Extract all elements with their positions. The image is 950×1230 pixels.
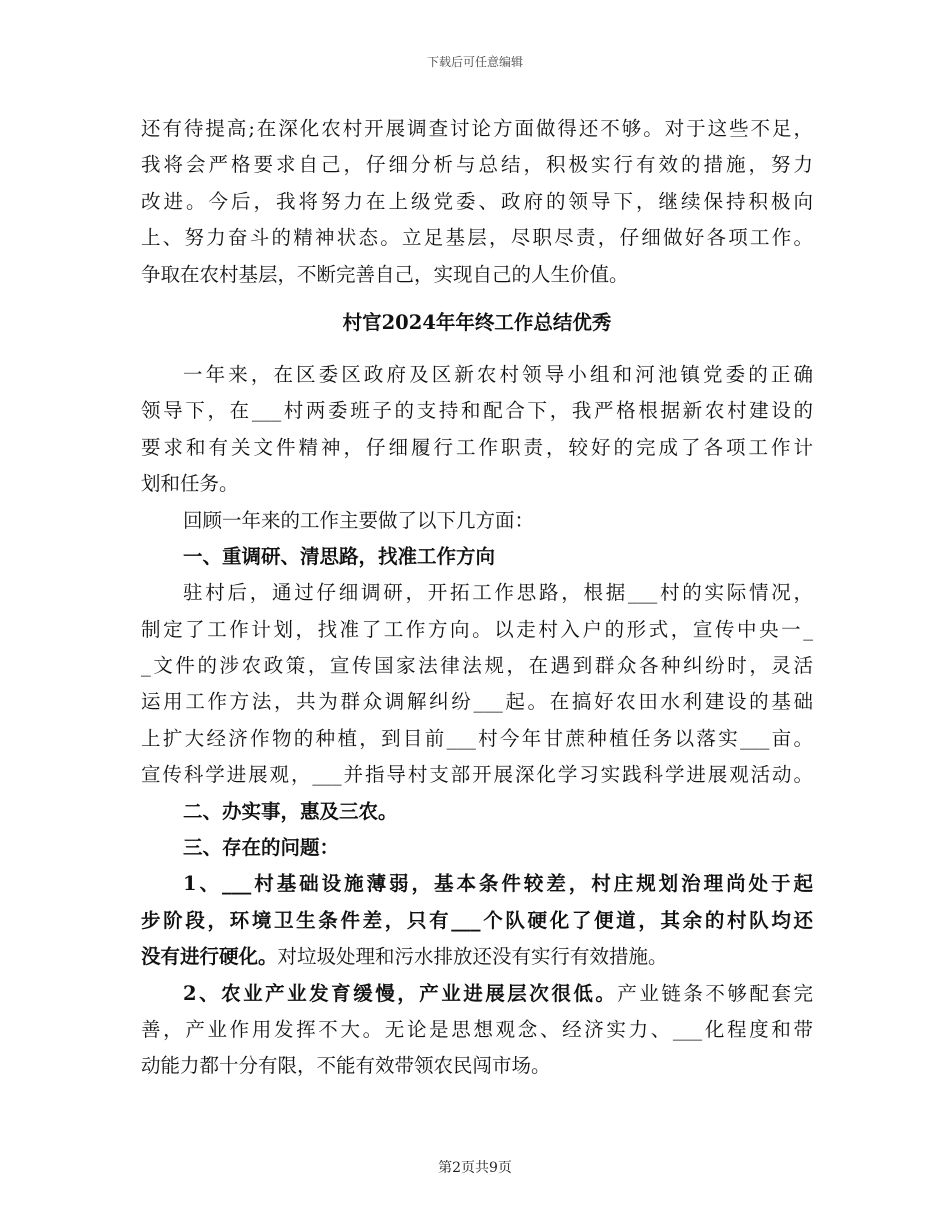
paragraph-line: 驻村后，通过仔细调研，开拓工作思路，根据___村的实际情况， xyxy=(183,581,813,605)
intro-line: 改进。今后，我将努力在上级党委、政府的领导下，继续保持积极向 xyxy=(141,189,813,213)
heading-two: 二、办实事，惠及三农。 xyxy=(183,799,398,823)
paragraph-line: 运用工作方法，共为群众调解纠纷___起。在搞好农田水利建设的基础 xyxy=(141,690,813,714)
page-header: 下载后可任意编辑 xyxy=(426,55,523,69)
paragraph-line: 要求和有关文件精神，仔细履行工作职责，较好的完成了各项工作计 xyxy=(141,435,813,459)
section-title: 村官2024年年终工作总结优秀 xyxy=(342,310,612,334)
paragraph-line: 领导下，在___村两委班子的支持和配合下，我严格根据新农村建设的 xyxy=(141,399,813,423)
issue-two-line xyxy=(141,976,813,1012)
paragraph-line: 划和任务。 xyxy=(141,472,239,496)
paragraph-line: 宣传科学进展观，___并指导村支部开展深化学习实践科学进展观活动。 xyxy=(141,763,813,787)
paragraph-line: _文件的涉农政策，宣传国家法律法规，在遇到群众各种纠纷时，灵活 xyxy=(141,654,813,678)
issue-one-rest: 对垃圾处理和污水排放还没有实行有效措施。 xyxy=(277,945,668,969)
heading-three: 三、存在的问题： xyxy=(183,836,340,860)
page-footer: 第2页共9页 xyxy=(438,1160,512,1176)
paragraph-line: 一年来，在区委区政府及区新农村领导小组和河池镇党委的正确 xyxy=(183,362,813,386)
intro-line: 还有待提高;在深化农村开展调查讨论方面做得还不够。对于这些不足， xyxy=(141,117,813,140)
issue-one-line: 1、___村基础设施薄弱，基本条件较差，村庄规划治理尚处于起 xyxy=(183,872,813,896)
issue-two-line: 善，产业作用发挥不大。无论是思想观念、经济实力、___化程度和带 xyxy=(141,1017,813,1041)
intro-line: 争取在农村基层，不断完善自己，实现自己的人生价值。 xyxy=(141,262,629,286)
issue-two-line: 动能力都十分有限，不能有效带领农民闯市场。 xyxy=(141,1054,551,1078)
paragraph-line: 回顾一年来的工作主要做了以下几方面： xyxy=(183,508,535,532)
issue-one-line: 步阶段，环境卫生条件差，只有___个队硬化了便道，其余的村队均还 xyxy=(141,908,813,932)
document-body xyxy=(141,111,813,1085)
paragraph-line: 上扩大经济作物的种植，到目前___村今年甘蔗种植任务以落实___亩。 xyxy=(141,726,813,750)
issue-one-bold: 没有进行硬化。 xyxy=(141,945,278,969)
issue-one-line xyxy=(141,939,813,975)
issue-two-rest: 产业链条不够配套完 xyxy=(617,981,813,1005)
heading-one: 一、重调研、清思路，找准工作方向 xyxy=(183,544,496,568)
intro-line: 我将会严格要求自己，仔细分析与总结，积极实行有效的措施，努力 xyxy=(141,153,813,177)
issue-two-bold: 2、农业产业发育缓慢，产业进展层次很低。 xyxy=(183,981,618,1005)
paragraph-line: 制定了工作计划，找准了工作方向。以走村入户的形式，宣传中央一_ xyxy=(141,617,813,641)
intro-line: 上、努力奋斗的精神状态。立足基层，尽职尽责，仔细做好各项工作。 xyxy=(141,226,813,250)
